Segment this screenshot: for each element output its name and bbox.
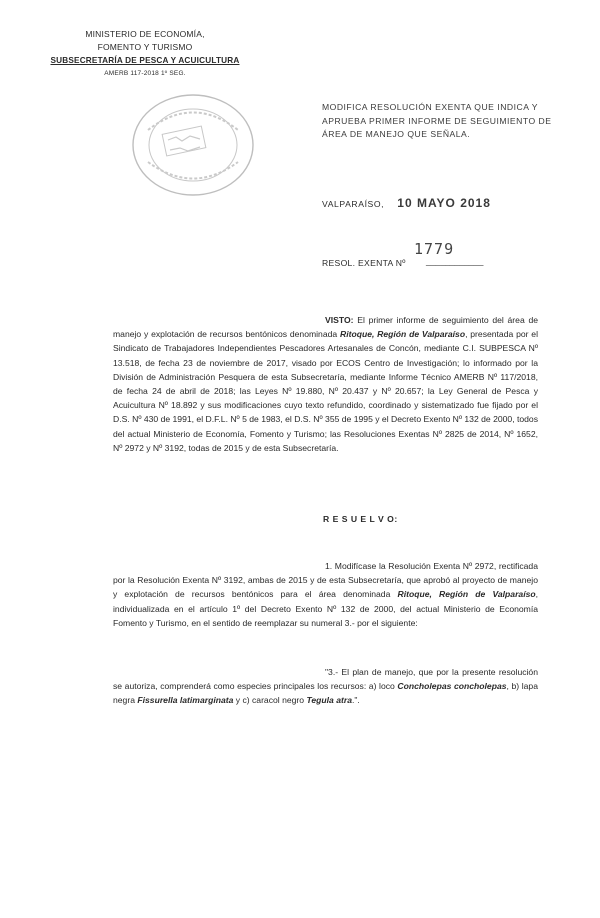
numeral-3-quote [113,665,538,708]
resolution-label: RESOL. EXENTA Nº [322,258,406,268]
visto-area-name: Ritoque, Región de Valparaíso [339,329,466,340]
subsecretaria-line: SUBSECRETARÍA DE PESCA Y ACUICULTURA [50,56,240,65]
dateline-date: 10 MAYO 2018 [397,196,491,210]
visto-paragraph [113,313,538,455]
resolution-number: 1779 [414,240,455,258]
species-3: Tegula atra [306,695,352,706]
item-1-text-2: , individualizada en el artículo 1º del Decreto Exento Nº 132 de 2000, del actual Ministerio de Economía Fomento y Turismo, en el sentido de reemplazar su numeral 3.- por el siguiente: [113,589,538,628]
item-1-paragraph [113,559,538,630]
item-1-text-1: 1. Modifícase la Resolución Exenta Nº 2972, rectificada por la Resolución Exenta Nº 3192, ambas de 2015 y de esta Subsecretaría, que aprobó al proyecto de manejo y explotación de recursos bentónicos para el área denominada [113,561,538,600]
item-1-area-name: Ritoque, Región de Valparaíso [397,589,536,600]
document-title: MODIFICA RESOLUCIÓN EXENTA QUE INDICA Y APRUEBA PRIMER INFORME DE SEGUIMIENTO DE ÁREA DE MANEJO QUE SEÑALA. [322,102,552,139]
dateline [322,196,572,210]
species-1: Concholepas concholepas [397,681,507,692]
reference-code: AMERB 117-2018 1º SEG. [104,70,186,77]
dateline-place: VALPARAÍSO, [322,199,385,209]
visto-text-2: , presentada por el Sindicato de Trabajadores Independientes Pescadores Artesanales de Concón, mediante C.I. SUBPESCA Nº 13.518, de fecha 23 de noviembre de 2017, visado por ECOS Centro de Investigación; lo informado por la División de Administración Pesquera de esta Subsecretaría, mediante Informe Técnico AMERB Nº 117/2018, de fecha 24 de abril de 2018; las Leyes Nº 19.880, Nº 20.437 y Nº 20.657; la Ley General de Pesca y Acuicultura Nº 18.892 y sus modificaciones cuyo texto refundido, coordinado y sistematizado fue fijado por el D.S. Nº 430 de 1991, el D.F.L. Nº 5 de 1983, el D.S. Nº 355 de 1995 y el Decreto Exento Nº 132 de 2000, todos del actual Ministerio de Economía, Fomento y Turismo; las Resoluciones Exentas Nº 2825 de 2014, Nº 1652, Nº 2972 y Nº 3192, todas de 2015 y de esta Subsecretaría. [113,329,538,453]
resuelvo-heading: R E S U E L V O: [323,514,398,524]
resolution-blank: ____________ [426,256,484,266]
resolution-number-line [322,240,572,270]
visto-label: VISTO: [325,315,354,325]
quote-text-2: , b) lapa negra [113,681,538,706]
ministry-line2: FOMENTO Y TURISMO [97,42,193,52]
quote-text-1: "3.- El plan de manejo, que por la presente resolución se autoriza, comprenderá como especies principales los recursos: a) loco [113,667,538,692]
ministry-line1: MINISTERIO DE ECONOMÍA, [85,29,205,39]
species-2: Fissurella latimarginata [137,695,234,706]
visto-text-1: El primer informe de seguimiento del área de manejo y explotación de recursos bentónicos denominada [113,315,538,340]
quote-text-3: y c) caracol negro [233,695,307,706]
official-seal [128,90,258,200]
ministry-header [40,28,250,80]
quote-text-4: .". [351,695,360,706]
